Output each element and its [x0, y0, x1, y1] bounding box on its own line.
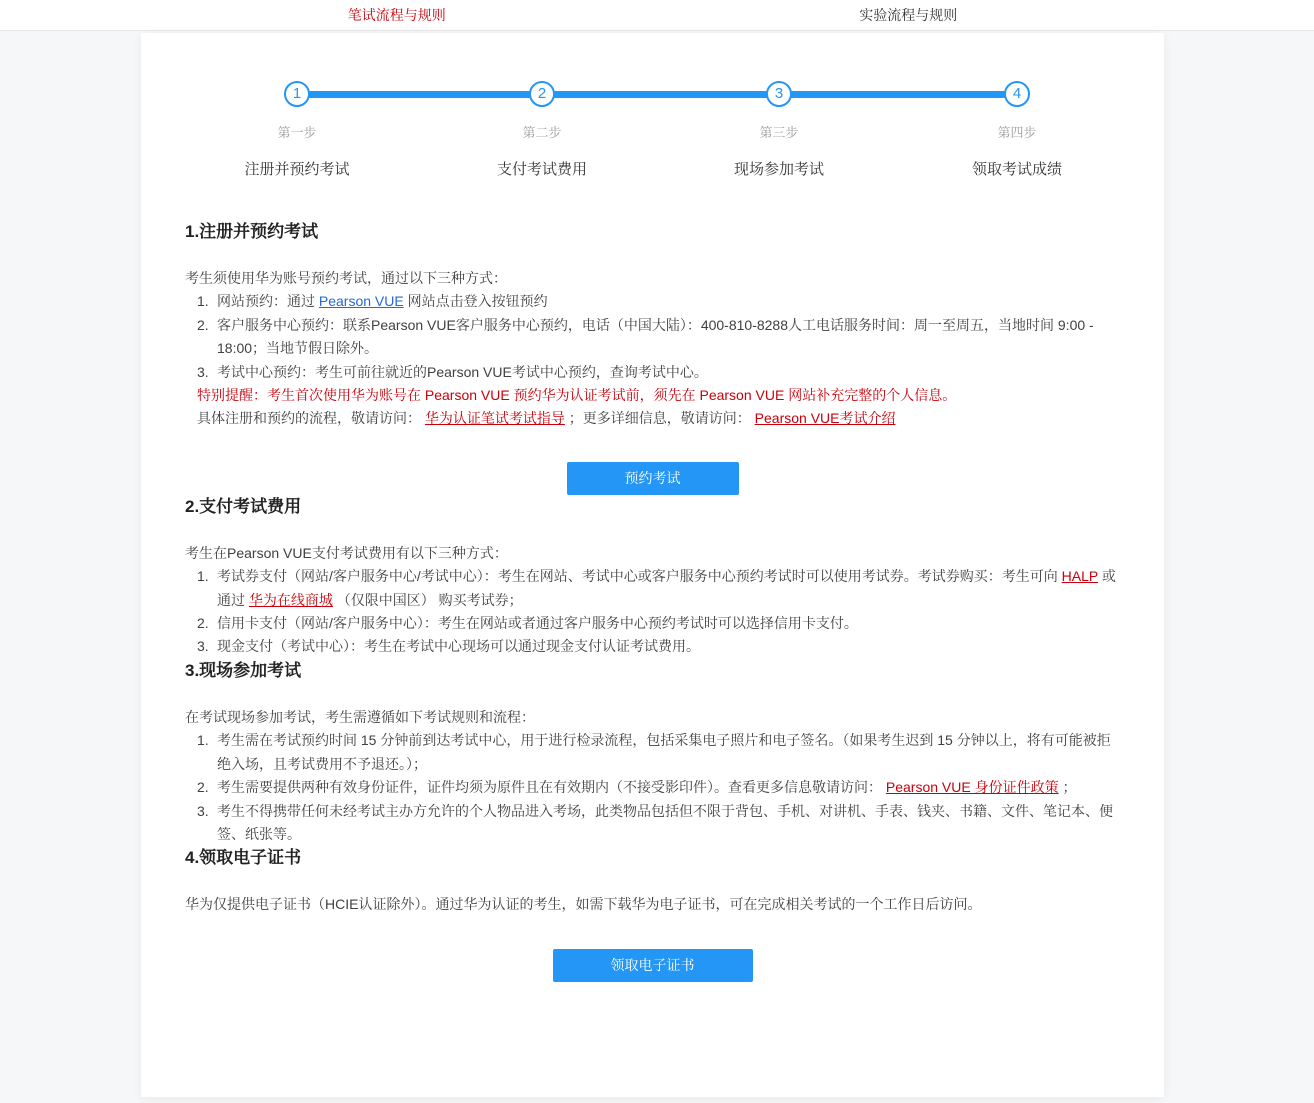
- list-item-text: ；: [1058, 779, 1077, 796]
- step-2: [442, 81, 642, 179]
- guide-line-text: ；更多详细信息，敬请访问：: [564, 410, 755, 427]
- list-item: [185, 635, 1120, 658]
- list-item-number: 1.: [197, 293, 209, 310]
- list-item: [185, 290, 1120, 313]
- registration-guide-line: [185, 407, 1120, 430]
- id-policy-link[interactable]: Pearson VUE 身份证件政策: [885, 779, 1059, 796]
- list-item-text: 信用卡支付（网站/客户服务中心）：考生在网站或者通过客户服务中心预约考试时可以选择信用卡支付。: [217, 615, 858, 632]
- content-card: [141, 33, 1164, 1097]
- step-1-label: 第一步: [277, 125, 317, 140]
- section-3-list: [185, 729, 1120, 846]
- step-3-label: 第三步: [759, 125, 799, 140]
- list-item: [185, 800, 1120, 847]
- list-item-number: 3.: [197, 363, 209, 380]
- list-item-text: 考生不得携带任何未经考试主办方允许的个人物品进入考场，此类物品包括但不限于背包、手机、对讲机、手表、钱夹、书籍、文件、笔记本、便签、纸张等。: [217, 802, 1113, 842]
- tab-lab-exam-process[interactable]: [653, 0, 1165, 30]
- stepper-connector-line: [297, 91, 1017, 98]
- pearson-vue-intro-link[interactable]: Pearson VUE考试介绍: [754, 410, 896, 427]
- list-item-number: 2.: [197, 316, 209, 333]
- book-exam-button[interactable]: 预约考试: [567, 462, 739, 495]
- tab-written-exam-label: 笔试流程与规则: [347, 7, 446, 23]
- exam-steps-progress: [185, 81, 1120, 220]
- guide-line-text: 具体注册和预约的流程，敬请访问：: [197, 410, 425, 427]
- section-2-intro: 考生在Pearson VUE支付考试费用有以下三种方式：: [185, 544, 508, 561]
- list-item: [185, 776, 1120, 799]
- list-item: [185, 729, 1120, 776]
- section-4-intro: 华为仅提供电子证书（HCIE认证除外）。通过华为认证的考生，如需下载华为电子证书，可在完成相关考试的一个工作日后访问。: [185, 896, 982, 913]
- written-exam-guide-link[interactable]: 华为认证笔试考试指导: [424, 410, 565, 427]
- list-item-text: 客户服务中心预约：联系Pearson VUE客户服务中心预约，电话（中国大陆）：400-810-8288人工电话服务时间：周一至周五，当地时间 9:00 - 18:00；当地节假日除外。: [217, 316, 1094, 357]
- list-item-text: 考试券支付（网站/客户服务中心/考试中心）：考生在网站、考试中心或客户服务中心预约考试时可以使用考试券。考试券购买：考生可向: [217, 568, 1062, 585]
- special-reminder-text: 特别提醒：考生首次使用华为账号在 Pearson VUE 预约华为认证考试前，须先在 Pearson VUE 网站补充完整的个人信息。: [197, 387, 957, 404]
- list-item-text: 或通过: [217, 568, 1116, 608]
- list-item-text: 现金支付（考试中心）：考生在考试中心现场可以通过现金支付认证考试费用。: [217, 638, 700, 655]
- section-3-heading: 3.现场参加考试: [185, 660, 302, 680]
- step-4-name: 领取考试成绩: [971, 161, 1062, 178]
- step-4: [917, 81, 1117, 179]
- section-1-intro: 考生须使用华为账号预约考试，通过以下三种方式：: [185, 270, 507, 286]
- step-2-name: 支付考试费用: [496, 161, 587, 178]
- top-tab-bar: [0, 0, 1314, 31]
- step-4-label: 第四步: [997, 125, 1037, 140]
- list-item-number: 2.: [197, 779, 209, 796]
- list-item-text: 考生需要提供两种有效身份证件，证件均须为原件且在有效期内（不接受影印件）。查看更多信息敬请访问：: [217, 779, 886, 796]
- step-2-circle: 2: [529, 81, 555, 107]
- tab-lab-exam-label: 实验流程与规则: [859, 7, 958, 23]
- list-item-number: 1.: [197, 568, 209, 585]
- step-1-name: 注册并预约考试: [244, 161, 350, 178]
- section-1-heading: 1.注册并预约考试: [185, 222, 319, 241]
- list-item-number: 3.: [197, 638, 209, 655]
- step-3: [679, 81, 879, 179]
- list-item: [185, 565, 1120, 612]
- list-item-text: （仅限中国区） 购买考试券；: [332, 591, 523, 608]
- step-1: [197, 81, 397, 179]
- section-3-intro: 在考试现场参加考试，考生需遵循如下考试规则和流程：: [185, 708, 535, 725]
- section-2-list: [185, 565, 1120, 659]
- tab-written-exam-process[interactable]: [141, 0, 653, 30]
- list-item: [185, 612, 1120, 635]
- section-1-list: [185, 290, 1120, 430]
- list-item: [185, 314, 1120, 361]
- step-4-circle: 4: [1004, 81, 1030, 107]
- pearson-vue-link[interactable]: Pearson VUE: [318, 293, 404, 310]
- huawei-online-mall-link[interactable]: 华为在线商城: [248, 591, 333, 608]
- list-item-number: 2.: [197, 615, 209, 632]
- list-item-text: 考试中心预约：考生可前往就近的Pearson VUE考试中心预约，查询考试中心。: [217, 363, 708, 380]
- list-item-number: 1.: [197, 732, 209, 749]
- section-4-heading: 4.领取电子证书: [185, 848, 302, 868]
- step-3-name: 现场参加考试: [733, 161, 824, 178]
- section-2-heading: 2.支付考试费用: [185, 496, 302, 516]
- list-item-text: 考生需在考试预约时间 15 分钟前到达考试中心，用于进行检录流程，包括采集电子照片和电子签名。（如果考生迟到 15 分钟以上，将有可能被拒绝入场，且考试费用不予退还。）；: [217, 732, 1111, 772]
- list-item-text: 网站预约：通过: [217, 293, 319, 310]
- list-item: [185, 361, 1120, 384]
- list-item-number: 3.: [197, 802, 209, 819]
- step-2-label: 第二步: [522, 125, 562, 140]
- get-ecert-button[interactable]: 领取电子证书: [553, 949, 753, 982]
- step-1-circle: 1: [284, 81, 310, 107]
- halp-link[interactable]: HALP: [1061, 568, 1098, 585]
- list-item-text: 网站点击登入按钮预约: [403, 293, 548, 310]
- step-3-circle: 3: [766, 81, 792, 107]
